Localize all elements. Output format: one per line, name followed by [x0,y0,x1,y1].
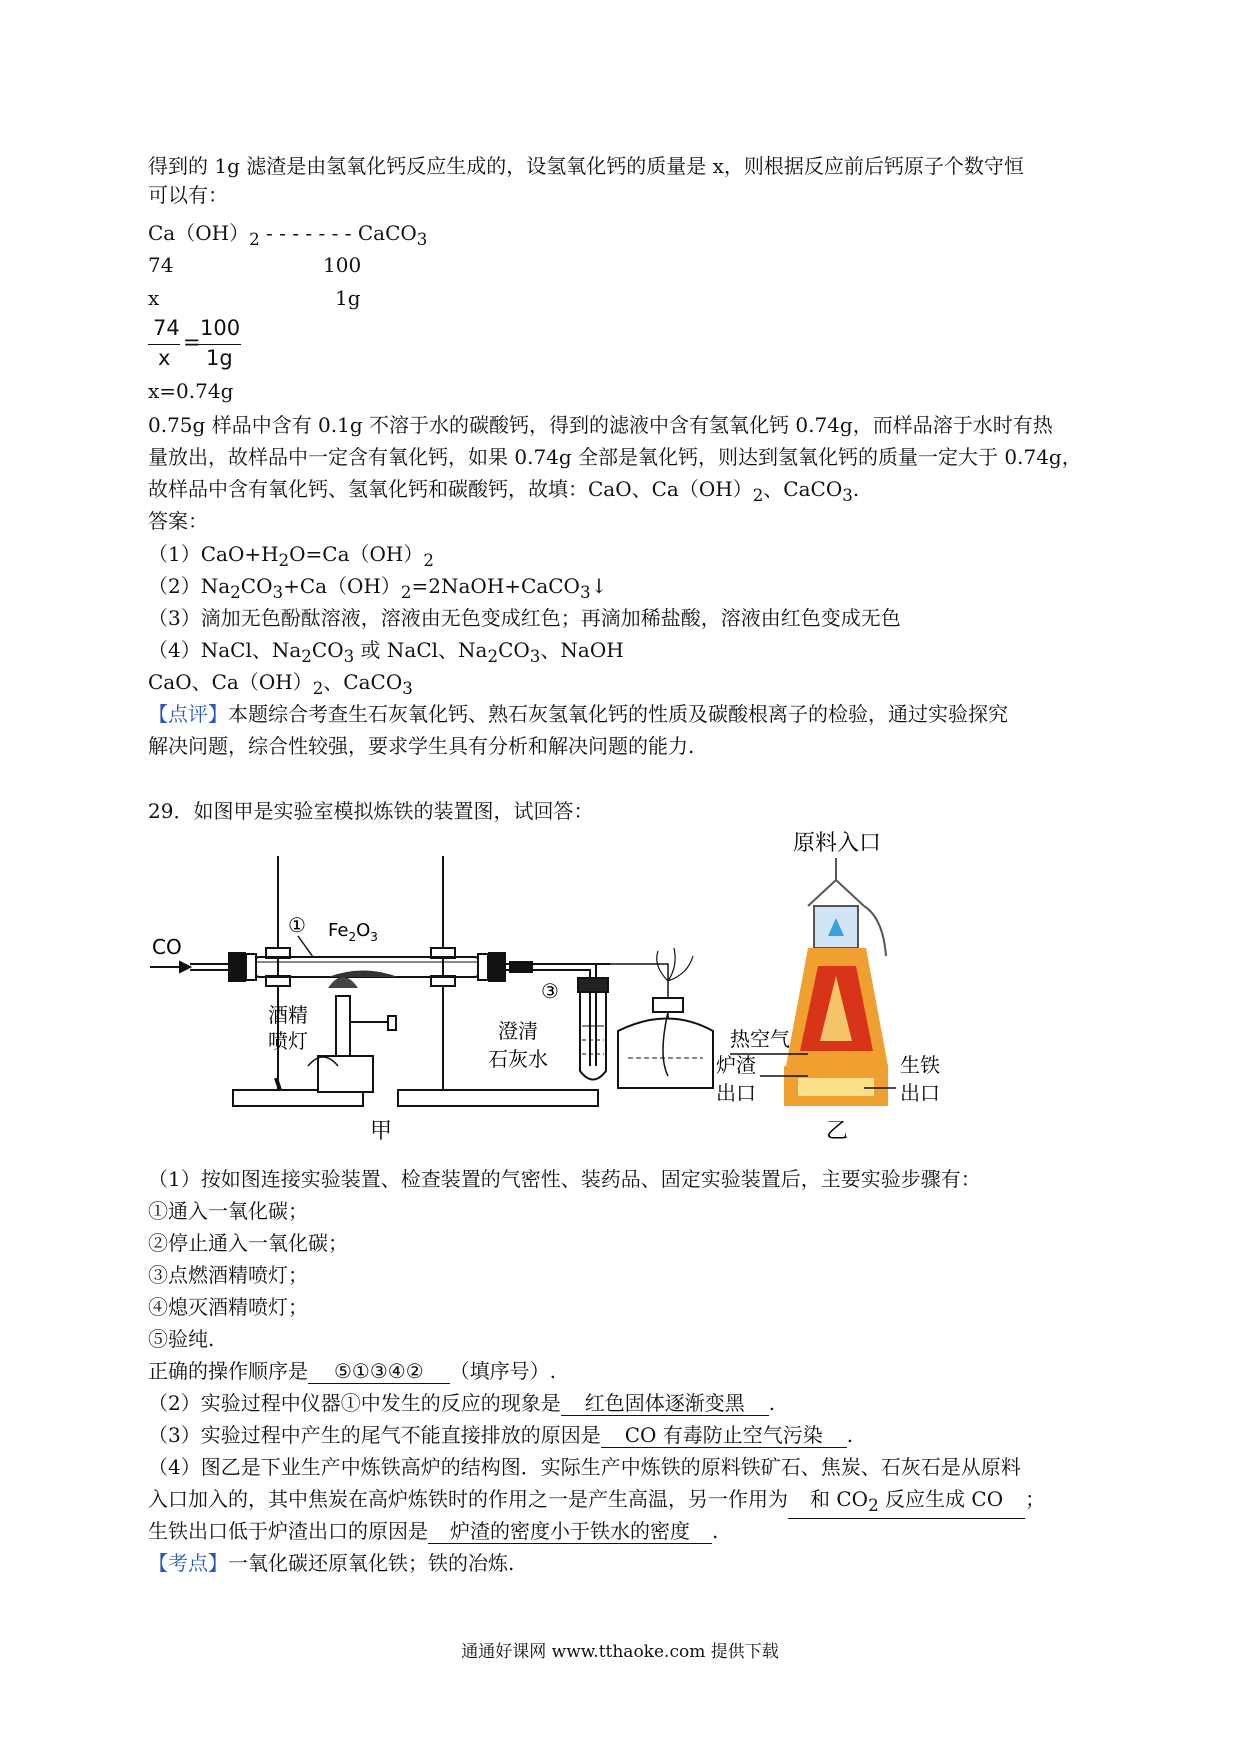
intro-line-1: 得到的 1g 滤渣是由氢氧化钙反应生成的，设氢氧化钙的质量是 x，则根据反应前后钙原子个数守恒 [148,154,1024,178]
answer-2: $(2)Na_2CO_3+Ca(OH)_2=2NaOH+CaCO_3↓$ [148,574,608,602]
iron-label-2: 出口 [900,1081,940,1105]
mark-3: ③ [541,979,559,1003]
mark-1: ① [288,913,306,937]
caption-yi: 乙 [826,1119,849,1144]
comment-line-1: 【点评】本题综合考查生石灰氧化钙、熟石灰氢氧化钙的性质及碳酸根离子的检验，通过实验探究 [148,702,1008,726]
iron-label-1: 生铁 [900,1053,940,1077]
clamps [266,948,455,986]
order-answer: ⑤①③④② [308,1359,450,1384]
answer-3: （3）滴加无色酚酞溶液，溶液由无色变成红色；再滴加稀盐酸，溶液由红色变成无色 [148,606,901,630]
slag-label-1: 炉渣 [716,1053,756,1077]
phenomenon-answer: 红色固体逐渐变黑 [561,1391,769,1416]
fe2o3-powder [328,971,398,978]
q29-title: 29．如图甲是实验室模拟炼铁的装置图，试回答： [148,799,594,823]
fe2o3-label: $Fe_2O_3$ [328,920,378,944]
blast-furnace [784,948,888,1106]
intro-line-2: 可以有： [148,183,228,207]
q29-part-2: （2）实验过程中仪器①中发生的反应的现象是 红色固体逐渐变黑 . [148,1391,776,1415]
q29-step-2: ②停止通入一氧化碳； [148,1231,348,1255]
comment-line-2: 解决问题，综合性较强，要求学生具有分析和解决问题的能力. [148,734,695,758]
exam-point-tag: 【考点】 [148,1551,228,1575]
q29-part-3: （3）实验过程中产生的尾气不能直接排放的原因是 CO 有毒防止空气污染 . [148,1423,854,1447]
hot-air-label: 热空气 [730,1027,790,1051]
answer-title: 答案： [148,509,208,533]
limewater-label-1: 澄清 [498,1019,538,1043]
document-page: 得到的 1g 滤渣是由氢氧化钙反应生成的，设氢氧化钙的质量是 x，则根据反应前后钙原子个数守恒 可以有： $Ca(OH)_2$ - - - - - - - CaCO$_3$ 74 100 x 1g 74 x = 100 1g x=0.74g 0.75g 样品中含有 0.1g 不溶于水的碳酸钙，得到的滤液中含有氢氧化钙 0.74g，而样品溶于水时有热 量放出，故样品中一定含有氧化钙，如果 0.74g 全部是氧化钙，则达到氢氧化钙的质量一定大于 0.74g， 故样品中含有氧化钙、氢氧化钙和碳酸钙，故填：CaO、$Ca(OH)_2$、CaCO$_3$. 答案： $(1)CaO+H_2O=Ca(OH)_2$ $(2)Na_2CO_3+Ca(OH)_2=2NaOH+CaCO_3↓$ （3）滴加无色酚酞溶液，溶液由无色变成红色；再滴加稀盐酸，溶液由红色变成无色 （4）NaCl、$Na_2CO_3$ 或 NaCl、$Na_2CO_3$、NaOH CaO、$Ca(OH)_2$、CaCO$_3$ 【点评】本题综合考查生石灰氧化钙、熟石灰氢氧化钙的性质及碳酸根离子的检验，通过实验探究 解决问题，综合性较强，要求学生具有分析和解决问题的能力. 29．如图甲是实验室模拟炼铁的装置图，试回答： CO ① $Fe_2O_3$ ③ 澄清 石灰水 酒精 喷灯 甲 原料入口 热空气 炉渣 出口 生铁 出口 乙 （1）按如图连接实验装置、检查装置的气密性、装药品、固定实验装置后，主要实验步骤有： ①通入一氧化碳； ②停止通入一氧化碳； ③点燃酒精喷灯； ④熄灭酒精喷灯； ⑤验纯. 正确的操作顺序是 ⑤①③④② （填序号）. （2）实验过程中仪器①中发生的反应的现象是 红色固体逐渐变黑 . （3）实验过程中产生的尾气不能直接排放的原因是 CO 有毒防止空气污染 . （4）图乙是下业生产中炼铁高炉的结构图．实际生产中炼铁的原料铁矿石、焦炭、石灰石是从原料 入口加入的，其中焦炭在高炉炼铁时的作用之一是产生高温，另一作用为 和 $CO_2$ 反应生成 CO ； 生铁出口低于炉渣出口的原因是 炉渣的密度小于铁水的密度 . 【考点】一氧化碳还原氧化铁；铁的冶炼. 通通好课网 www.tthaoke.com 提供下载 [0,0,1240,1754]
burner-flame [328,977,358,988]
reason-answer: CO 有毒防止空气污染 [601,1423,847,1448]
test-tube [578,978,608,1080]
density-answer: 炉渣的密度小于铁水的密度 [428,1519,712,1544]
q29-step-3: ③点燃酒精喷灯； [148,1263,308,1287]
answer-1: $(1)CaO+H_2O=Ca(OH)_2$ [148,542,434,570]
tail-gas-lamp [618,948,713,1088]
analysis-line-1: 0.75g 样品中含有 0.1g 不溶于水的碳酸钙，得到的滤液中含有氢氧化钙 0.74g，而样品溶于水时有热 [148,413,1053,437]
inlet-label: 原料入口 [793,831,882,856]
slag-label-2: 出口 [716,1081,756,1105]
molar-mass-line: 74 100 [148,253,362,277]
answer-5: CaO、$Ca(OH)_2$、CaCO$_3$ [148,670,413,698]
relation-line: $Ca(OH)_2$ - - - - - - - CaCO$_3$ [148,221,428,249]
co-label: CO [152,935,182,959]
q29-step-intro: （1）按如图连接实验装置、检查装置的气密性、装药品、固定实验装置后，主要实验步骤有： [148,1167,981,1191]
caption-jia: 甲 [370,1119,393,1144]
apparatus-figure [148,826,968,1146]
mass-line: x 1g [148,286,361,310]
burner-label-2: 喷灯 [268,1029,308,1053]
q29-order: 正确的操作顺序是 ⑤①③④② （填序号）. [148,1359,557,1383]
q29-part-4-line-2: 入口加入的，其中焦炭在高炉炼铁时的作用之一是产生高温，另一作用为 和 $CO_2$ 反应生成 CO ； [148,1486,1045,1519]
co-inlet-arrow [150,962,228,972]
comment-tag: 【点评】 [148,702,228,726]
analysis-line-3: 故样品中含有氧化钙、氢氧化钙和碳酸钙，故填：CaO、$Ca(OH)_2$、CaCO$_3$. [148,477,860,505]
blowtorch-burner [308,996,396,1092]
q29-step-1: ①通入一氧化碳； [148,1199,308,1223]
q29-part-4-line-1: （4）图乙是下业生产中炼铁高炉的结构图．实际生产中炼铁的原料铁矿石、焦炭、石灰石是从原料 [148,1455,1021,1479]
q29-part-4-line-3: 生铁出口低于炉渣出口的原因是 炉渣的密度小于铁水的密度 . [148,1519,719,1543]
label-line-1 [298,936,313,957]
calc-result: x=0.74g [148,379,234,403]
page-footer: 通通好课网 www.tthaoke.com 提供下载 [461,1642,779,1662]
furnace-top [808,858,886,956]
limewater-label-2: 石灰水 [488,1047,548,1071]
q29-step-5: ⑤验纯. [148,1327,215,1351]
exam-point: 【考点】一氧化碳还原氧化铁；铁的冶炼. [148,1551,515,1575]
answer-4: （4）NaCl、$Na_2CO_3$ 或 NaCl、$Na_2CO_3$、NaOH [148,638,624,666]
burner-label-1: 酒精 [268,1003,308,1027]
coke-answer: 和 $CO_2$ 反应生成 CO [788,1487,1025,1519]
analysis-line-2: 量放出，故样品中一定含有氧化钙，如果 0.74g 全部是氧化钙，则达到氢氧化钙的质量一定大于 0.74g， [148,445,1082,469]
q29-step-4: ④熄灭酒精喷灯； [148,1295,308,1319]
